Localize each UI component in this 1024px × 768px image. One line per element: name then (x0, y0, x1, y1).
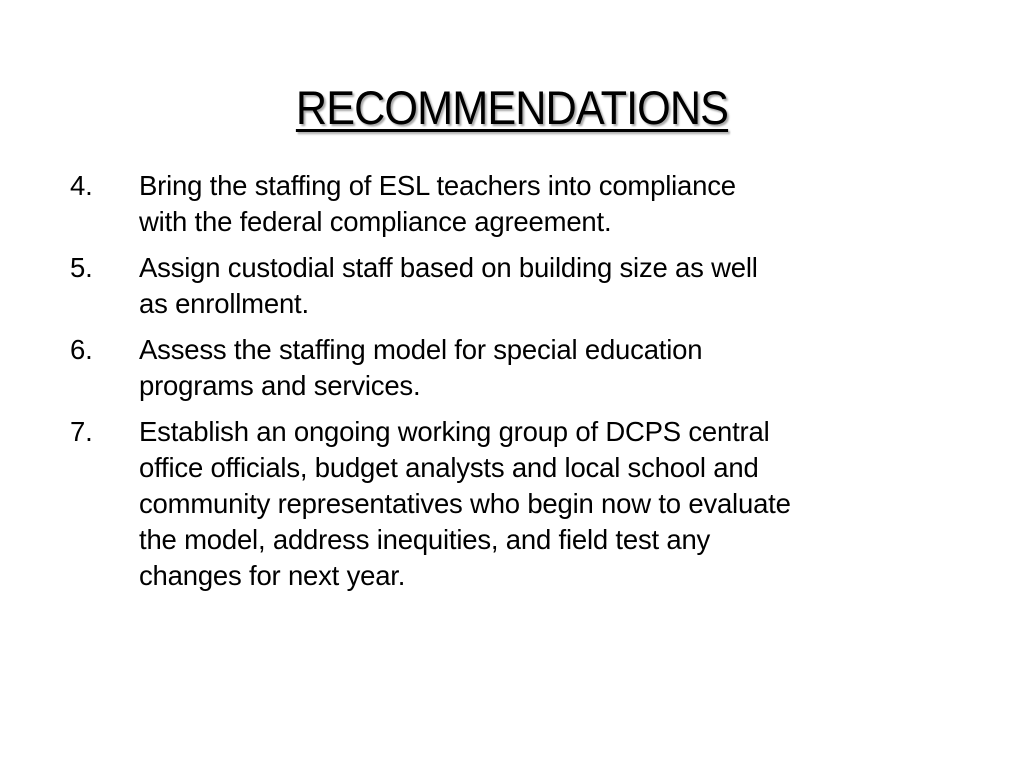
item-text (139, 332, 939, 404)
list-item (70, 250, 950, 322)
item-number: 7. (70, 416, 93, 447)
item-line: programs and services. (139, 370, 421, 401)
item-line: changes for next year. (139, 560, 406, 591)
item-line: the model, address inequities, and field test any (139, 524, 711, 555)
item-text (139, 414, 939, 594)
item-text (139, 250, 939, 322)
item-number: 5. (70, 252, 93, 283)
item-line: community representatives who begin now to evaluate (139, 488, 791, 519)
list-item (70, 168, 950, 240)
item-line: Assign custodial staff based on building size as well (139, 252, 758, 283)
item-number: 4. (70, 170, 93, 201)
item-line: Assess the staffing model for special education (139, 334, 703, 365)
slide-title: RECOMMENDATIONS (295, 81, 729, 134)
item-line: Establish an ongoing working group of DCPS central (139, 416, 770, 447)
item-line: office officials, budget analysts and local school and (139, 452, 759, 483)
item-line: as enrollment. (139, 288, 309, 319)
item-text (139, 168, 939, 240)
item-line: Bring the staffing of ESL teachers into compliance (139, 170, 736, 201)
list-item (70, 332, 950, 404)
list-item (70, 414, 950, 594)
recommendations-list (70, 168, 950, 604)
item-line: with the federal compliance agreement. (139, 206, 612, 237)
item-number: 6. (70, 334, 93, 365)
